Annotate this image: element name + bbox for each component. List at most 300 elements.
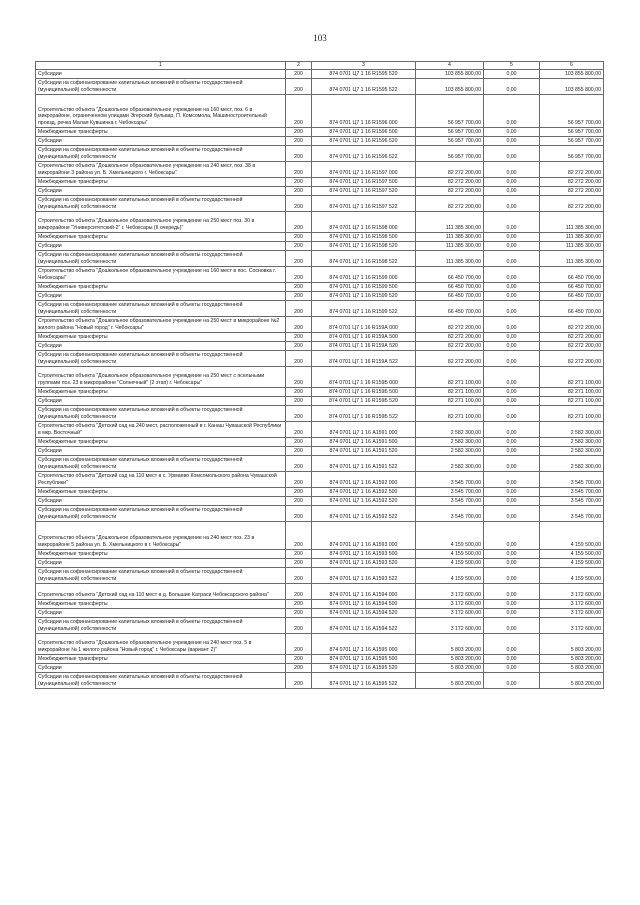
budget-classifier: 874 0701 Ц7 1 16 R159А 520 bbox=[312, 341, 416, 350]
table-row bbox=[36, 161, 604, 177]
budget-code: 200 bbox=[286, 186, 312, 195]
budget-code: 200 bbox=[286, 332, 312, 341]
budget-column-5: 0,00 bbox=[484, 505, 540, 521]
budget-classifier: 874 0701 Ц7 1 16 R1599 520 bbox=[312, 291, 416, 300]
table-row bbox=[36, 567, 604, 583]
budget-classifier: 874 0701 Ц7 1 16 А1593 500 bbox=[312, 549, 416, 558]
table-row bbox=[36, 396, 604, 405]
budget-total: 56 957 700,00 bbox=[540, 127, 604, 136]
budget-amount: 3 172 600,00 bbox=[416, 599, 484, 608]
budget-classifier: 874 0701 Ц7 1 16 А1594 000 bbox=[312, 583, 416, 599]
budget-item-name: Субсидии bbox=[36, 186, 286, 195]
budget-amount: 4 159 500,00 bbox=[416, 521, 484, 549]
budget-code: 200 bbox=[286, 505, 312, 521]
budget-total: 82 272 200,00 bbox=[540, 177, 604, 186]
budget-item-name: Субсидии на софинансирование капитальных вложений в объекты государственной (муниципальной) собственности bbox=[36, 195, 286, 211]
budget-code: 200 bbox=[286, 455, 312, 471]
budget-total: 103 855 800,00 bbox=[540, 69, 604, 78]
table-row bbox=[36, 487, 604, 496]
budget-code: 200 bbox=[286, 136, 312, 145]
budget-code: 200 bbox=[286, 663, 312, 672]
table-row bbox=[36, 617, 604, 633]
table-row bbox=[36, 583, 604, 599]
budget-code: 200 bbox=[286, 633, 312, 654]
budget-column-5: 0,00 bbox=[484, 316, 540, 332]
budget-item-name: Межбюджетные трансферты bbox=[36, 599, 286, 608]
budget-column-5: 0,00 bbox=[484, 672, 540, 688]
budget-item-name: Субсидии на софинансирование капитальных вложений в объекты государственной (муниципальной) собственности bbox=[36, 672, 286, 688]
budget-code: 200 bbox=[286, 421, 312, 437]
budget-classifier: 874 0701 Ц7 1 16 А1591 000 bbox=[312, 421, 416, 437]
table-row bbox=[36, 599, 604, 608]
budget-column-5: 0,00 bbox=[484, 496, 540, 505]
budget-amount: 111 385 300,00 bbox=[416, 250, 484, 266]
budget-code: 200 bbox=[286, 654, 312, 663]
budget-total: 56 957 700,00 bbox=[540, 94, 604, 127]
table-row bbox=[36, 387, 604, 396]
budget-amount: 3 545 700,00 bbox=[416, 496, 484, 505]
budget-amount: 5 803 200,00 bbox=[416, 663, 484, 672]
budget-amount: 82 271 100,00 bbox=[416, 366, 484, 387]
budget-column-5: 0,00 bbox=[484, 446, 540, 455]
budget-amount: 82 272 200,00 bbox=[416, 195, 484, 211]
budget-column-5: 0,00 bbox=[484, 663, 540, 672]
budget-total: 82 272 200,00 bbox=[540, 195, 604, 211]
budget-classifier: 874 0701 Ц7 1 16 А1591 500 bbox=[312, 437, 416, 446]
budget-classifier: 874 0701 Ц7 1 16 А1594 520 bbox=[312, 608, 416, 617]
budget-code: 200 bbox=[286, 300, 312, 316]
budget-item-name: Межбюджетные трансферты bbox=[36, 127, 286, 136]
budget-total: 4 159 500,00 bbox=[540, 549, 604, 558]
table-row bbox=[36, 136, 604, 145]
budget-code: 200 bbox=[286, 396, 312, 405]
budget-table-body bbox=[36, 62, 604, 689]
budget-code: 200 bbox=[286, 241, 312, 250]
column-header-6: 6 bbox=[540, 62, 604, 70]
budget-total: 82 272 200,00 bbox=[540, 161, 604, 177]
budget-column-5: 0,00 bbox=[484, 69, 540, 78]
table-row bbox=[36, 300, 604, 316]
budget-code: 200 bbox=[286, 316, 312, 332]
budget-total: 56 957 700,00 bbox=[540, 145, 604, 161]
budget-amount: 3 172 600,00 bbox=[416, 583, 484, 599]
budget-column-5: 0,00 bbox=[484, 599, 540, 608]
budget-amount: 4 159 500,00 bbox=[416, 558, 484, 567]
budget-classifier: 874 0701 Ц7 1 16 R1598 000 bbox=[312, 211, 416, 232]
budget-classifier: 874 0701 Ц7 1 16 А1591 522 bbox=[312, 455, 416, 471]
budget-amount: 66 450 700,00 bbox=[416, 291, 484, 300]
budget-code: 200 bbox=[286, 471, 312, 487]
budget-total: 2 582 300,00 bbox=[540, 455, 604, 471]
budget-item-name: Субсидии на софинансирование капитальных вложений в объекты государственной (муниципальной) собственности bbox=[36, 250, 286, 266]
budget-column-5: 0,00 bbox=[484, 633, 540, 654]
budget-amount: 82 272 200,00 bbox=[416, 161, 484, 177]
budget-classifier: 874 0701 Ц7 1 16 R1595 522 bbox=[312, 78, 416, 94]
budget-item-name: Строительство объекта "Дошкольное образовательное учреждение на 160 мест, поз. 6 в микрорайоне, ограниченном улицами Эгерский бульвар, П. Комсомола, Машиностроительный проезд, речка Малая Кувшинка г. Чебоксары" bbox=[36, 94, 286, 127]
budget-amount: 111 385 300,00 bbox=[416, 211, 484, 232]
budget-classifier: 874 0701 Ц7 1 16 А1595 500 bbox=[312, 654, 416, 663]
budget-code: 200 bbox=[286, 608, 312, 617]
budget-column-5: 0,00 bbox=[484, 266, 540, 282]
budget-total: 2 582 300,00 bbox=[540, 421, 604, 437]
budget-amount: 3 545 700,00 bbox=[416, 471, 484, 487]
budget-column-5: 0,00 bbox=[484, 558, 540, 567]
budget-column-5: 0,00 bbox=[484, 366, 540, 387]
budget-code: 200 bbox=[286, 487, 312, 496]
budget-classifier: 874 0701 Ц7 1 16 А1595 520 bbox=[312, 663, 416, 672]
budget-column-5: 0,00 bbox=[484, 421, 540, 437]
budget-amount: 3 172 600,00 bbox=[416, 608, 484, 617]
budget-amount: 82 272 200,00 bbox=[416, 341, 484, 350]
table-row bbox=[36, 350, 604, 366]
budget-classifier: 874 0701 Ц7 1 16 R1597 000 bbox=[312, 161, 416, 177]
budget-code: 200 bbox=[286, 617, 312, 633]
budget-column-5: 0,00 bbox=[484, 332, 540, 341]
budget-column-5: 0,00 bbox=[484, 567, 540, 583]
budget-amount: 111 385 300,00 bbox=[416, 232, 484, 241]
budget-item-name: Строительство объекта "Дошкольное образовательное учреждение на 250 мест в микрорайоне №2 жилого района "Новый город" г. Чебоксары" bbox=[36, 316, 286, 332]
budget-code: 200 bbox=[286, 496, 312, 505]
table-row bbox=[36, 505, 604, 521]
budget-column-5: 0,00 bbox=[484, 136, 540, 145]
budget-total: 103 855 800,00 bbox=[540, 78, 604, 94]
budget-code: 200 bbox=[286, 94, 312, 127]
budget-code: 200 bbox=[286, 78, 312, 94]
budget-code: 200 bbox=[286, 521, 312, 549]
budget-total: 82 271 100,00 bbox=[540, 396, 604, 405]
budget-amount: 82 272 200,00 bbox=[416, 316, 484, 332]
budget-total: 3 172 600,00 bbox=[540, 617, 604, 633]
budget-total: 4 159 500,00 bbox=[540, 558, 604, 567]
table-row bbox=[36, 266, 604, 282]
budget-total: 3 172 600,00 bbox=[540, 608, 604, 617]
budget-total: 4 159 500,00 bbox=[540, 567, 604, 583]
table-row bbox=[36, 250, 604, 266]
table-row bbox=[36, 186, 604, 195]
budget-code: 200 bbox=[286, 127, 312, 136]
budget-total: 82 272 200,00 bbox=[540, 341, 604, 350]
budget-code: 200 bbox=[286, 405, 312, 421]
budget-item-name: Межбюджетные трансферты bbox=[36, 487, 286, 496]
table-row bbox=[36, 633, 604, 654]
budget-code: 200 bbox=[286, 341, 312, 350]
budget-item-name: Субсидии bbox=[36, 446, 286, 455]
budget-amount: 3 545 700,00 bbox=[416, 487, 484, 496]
budget-amount: 82 271 100,00 bbox=[416, 387, 484, 396]
budget-code: 200 bbox=[286, 145, 312, 161]
table-row bbox=[36, 421, 604, 437]
budget-item-name: Субсидии bbox=[36, 496, 286, 505]
budget-total: 111 385 300,00 bbox=[540, 232, 604, 241]
budget-total: 66 450 700,00 bbox=[540, 300, 604, 316]
budget-amount: 103 855 800,00 bbox=[416, 78, 484, 94]
budget-total: 2 582 300,00 bbox=[540, 446, 604, 455]
budget-item-name: Субсидии bbox=[36, 396, 286, 405]
budget-amount: 56 957 700,00 bbox=[416, 145, 484, 161]
budget-classifier: 874 0701 Ц7 1 16 А1592 500 bbox=[312, 487, 416, 496]
budget-code: 200 bbox=[286, 437, 312, 446]
budget-classifier: 874 0701 Ц7 1 16 А1594 522 bbox=[312, 617, 416, 633]
table-row bbox=[36, 282, 604, 291]
table-row bbox=[36, 405, 604, 421]
budget-column-5: 0,00 bbox=[484, 145, 540, 161]
budget-item-name: Межбюджетные трансферты bbox=[36, 332, 286, 341]
table-row bbox=[36, 654, 604, 663]
budget-column-5: 0,00 bbox=[484, 186, 540, 195]
table-row bbox=[36, 211, 604, 232]
table-row bbox=[36, 332, 604, 341]
table-header-row bbox=[36, 62, 604, 70]
budget-total: 111 385 300,00 bbox=[540, 211, 604, 232]
budget-column-5: 0,00 bbox=[484, 405, 540, 421]
budget-code: 200 bbox=[286, 672, 312, 688]
budget-column-5: 0,00 bbox=[484, 300, 540, 316]
budget-classifier: 874 0701 Ц7 1 16 А1592 520 bbox=[312, 496, 416, 505]
column-header-3: 3 bbox=[312, 62, 416, 70]
budget-column-5: 0,00 bbox=[484, 437, 540, 446]
budget-item-name: Межбюджетные трансферты bbox=[36, 282, 286, 291]
budget-item-name: Субсидии на софинансирование капитальных вложений в объекты государственной (муниципальной) собственности bbox=[36, 78, 286, 94]
budget-column-5: 0,00 bbox=[484, 654, 540, 663]
budget-total: 111 385 300,00 bbox=[540, 250, 604, 266]
budget-total: 4 159 500,00 bbox=[540, 521, 604, 549]
budget-classifier: 874 0701 Ц7 1 16 R1598 520 bbox=[312, 241, 416, 250]
budget-column-5: 0,00 bbox=[484, 455, 540, 471]
budget-total: 5 803 200,00 bbox=[540, 663, 604, 672]
budget-item-name: Строительство объекта "Детский сад на 110 мест в д. Большие Катраси Чебоксарского района" bbox=[36, 583, 286, 599]
budget-total: 56 957 700,00 bbox=[540, 136, 604, 145]
budget-amount: 2 582 300,00 bbox=[416, 446, 484, 455]
budget-classifier: 874 0701 Ц7 1 16 R1599 500 bbox=[312, 282, 416, 291]
budget-item-name: Субсидии bbox=[36, 663, 286, 672]
budget-column-5: 0,00 bbox=[484, 521, 540, 549]
budget-code: 200 bbox=[286, 446, 312, 455]
budget-item-name: Субсидии на софинансирование капитальных вложений в объекты государственной (муниципальной) собственности bbox=[36, 567, 286, 583]
budget-total: 5 803 200,00 bbox=[540, 633, 604, 654]
budget-classifier: 874 0701 Ц7 1 16 R1596 520 bbox=[312, 136, 416, 145]
table-row bbox=[36, 78, 604, 94]
budget-total: 82 272 200,00 bbox=[540, 316, 604, 332]
budget-item-name: Субсидии на софинансирование капитальных вложений в объекты государственной (муниципальной) собственности bbox=[36, 145, 286, 161]
budget-column-5: 0,00 bbox=[484, 608, 540, 617]
table-row bbox=[36, 291, 604, 300]
budget-column-5: 0,00 bbox=[484, 341, 540, 350]
budget-column-5: 0,00 bbox=[484, 232, 540, 241]
budget-code: 200 bbox=[286, 211, 312, 232]
budget-table bbox=[35, 61, 604, 689]
budget-classifier: 874 0701 Ц7 1 16 R159Б 500 bbox=[312, 387, 416, 396]
budget-column-5: 0,00 bbox=[484, 549, 540, 558]
budget-item-name: Субсидии bbox=[36, 558, 286, 567]
table-row bbox=[36, 195, 604, 211]
table-row bbox=[36, 145, 604, 161]
table-row bbox=[36, 455, 604, 471]
budget-item-name: Субсидии bbox=[36, 291, 286, 300]
budget-total: 82 272 200,00 bbox=[540, 332, 604, 341]
budget-amount: 103 855 800,00 bbox=[416, 69, 484, 78]
budget-item-name: Строительство объекта "Детский сад на 240 мест, расположенный в г. Канаш Чувашской Республики в мкр. Восточный" bbox=[36, 421, 286, 437]
budget-total: 111 385 300,00 bbox=[540, 241, 604, 250]
budget-classifier: 874 0701 Ц7 1 16 А1593 000 bbox=[312, 521, 416, 549]
budget-total: 5 803 200,00 bbox=[540, 672, 604, 688]
budget-item-name: Субсидии bbox=[36, 341, 286, 350]
table-row bbox=[36, 672, 604, 688]
budget-amount: 2 582 300,00 bbox=[416, 421, 484, 437]
budget-code: 200 bbox=[286, 266, 312, 282]
budget-item-name: Субсидии bbox=[36, 69, 286, 78]
column-header-1: 1 bbox=[36, 62, 286, 70]
budget-amount: 82 271 100,00 bbox=[416, 405, 484, 421]
budget-amount: 56 957 700,00 bbox=[416, 127, 484, 136]
table-row bbox=[36, 549, 604, 558]
budget-classifier: 874 0701 Ц7 1 16 R159А 500 bbox=[312, 332, 416, 341]
budget-column-5: 0,00 bbox=[484, 350, 540, 366]
budget-item-name: Строительство объекта "Дошкольное образовательное учреждение на 240 мест поз. 23 в микрорайоне 5 района ул. Б. Хмельницкого в г. Чебоксары" bbox=[36, 521, 286, 549]
budget-column-5: 0,00 bbox=[484, 211, 540, 232]
budget-column-5: 0,00 bbox=[484, 291, 540, 300]
budget-amount: 5 803 200,00 bbox=[416, 654, 484, 663]
budget-code: 200 bbox=[286, 282, 312, 291]
budget-classifier: 874 0701 Ц7 1 16 R1596 500 bbox=[312, 127, 416, 136]
budget-classifier: 874 0701 Ц7 1 16 R1599 000 bbox=[312, 266, 416, 282]
budget-amount: 66 450 700,00 bbox=[416, 300, 484, 316]
table-row bbox=[36, 69, 604, 78]
budget-classifier: 874 0701 Ц7 1 16 А1595 522 bbox=[312, 672, 416, 688]
budget-amount: 56 957 700,00 bbox=[416, 136, 484, 145]
budget-code: 200 bbox=[286, 599, 312, 608]
budget-amount: 66 450 700,00 bbox=[416, 282, 484, 291]
budget-code: 200 bbox=[286, 567, 312, 583]
budget-column-5: 0,00 bbox=[484, 94, 540, 127]
budget-item-name: Строительство объекта "Дошкольное образовательное учреждение на 160 мест в пос. Сосновка г. Чебоксары" bbox=[36, 266, 286, 282]
table-row bbox=[36, 127, 604, 136]
table-row bbox=[36, 232, 604, 241]
table-row bbox=[36, 177, 604, 186]
budget-amount: 3 172 600,00 bbox=[416, 617, 484, 633]
budget-classifier: 874 0701 Ц7 1 16 R159Б 520 bbox=[312, 396, 416, 405]
budget-code: 200 bbox=[286, 366, 312, 387]
budget-amount: 82 272 200,00 bbox=[416, 350, 484, 366]
budget-column-5: 0,00 bbox=[484, 396, 540, 405]
budget-item-name: Строительство объекта "Дошкольное образовательное учреждение на 240 мест, поз. 38 в микрорайоне 3 района ул. Б. Хмельницкого г. Чебоксары" bbox=[36, 161, 286, 177]
budget-item-name: Субсидии bbox=[36, 608, 286, 617]
budget-classifier: 874 0701 Ц7 1 16 А1593 520 bbox=[312, 558, 416, 567]
budget-column-5: 0,00 bbox=[484, 471, 540, 487]
budget-classifier: 874 0701 Ц7 1 16 А1592 000 bbox=[312, 471, 416, 487]
budget-classifier: 874 0701 Ц7 1 16 А1593 522 bbox=[312, 567, 416, 583]
table-row bbox=[36, 608, 604, 617]
budget-classifier: 874 0701 Ц7 1 16 R1598 522 bbox=[312, 250, 416, 266]
budget-column-5: 0,00 bbox=[484, 387, 540, 396]
budget-code: 200 bbox=[286, 350, 312, 366]
column-header-2: 2 bbox=[286, 62, 312, 70]
budget-column-5: 0,00 bbox=[484, 617, 540, 633]
table-row bbox=[36, 241, 604, 250]
budget-amount: 5 803 200,00 bbox=[416, 633, 484, 654]
budget-item-name: Строительство объекта "Дошкольное образовательное учреждение на 250 мест поз. 30 в микрорайоне "Университетский-2" г. Чебоксары (II очередь)" bbox=[36, 211, 286, 232]
budget-total: 66 450 700,00 bbox=[540, 266, 604, 282]
table-row bbox=[36, 366, 604, 387]
budget-item-name: Субсидии на софинансирование капитальных вложений в объекты государственной (муниципальной) собственности bbox=[36, 300, 286, 316]
budget-item-name: Межбюджетные трансферты bbox=[36, 232, 286, 241]
budget-amount: 82 272 200,00 bbox=[416, 186, 484, 195]
column-header-4: 4 bbox=[416, 62, 484, 70]
budget-classifier: 874 0701 Ц7 1 16 R159Б 522 bbox=[312, 405, 416, 421]
budget-code: 200 bbox=[286, 177, 312, 186]
budget-column-5: 0,00 bbox=[484, 177, 540, 186]
column-header-5: 5 bbox=[484, 62, 540, 70]
budget-classifier: 874 0701 Ц7 1 16 R159Б 000 bbox=[312, 366, 416, 387]
budget-item-name: Субсидии bbox=[36, 136, 286, 145]
budget-total: 3 545 700,00 bbox=[540, 487, 604, 496]
budget-item-name: Межбюджетные трансферты bbox=[36, 177, 286, 186]
budget-amount: 56 957 700,00 bbox=[416, 94, 484, 127]
budget-column-5: 0,00 bbox=[484, 583, 540, 599]
budget-column-5: 0,00 bbox=[484, 195, 540, 211]
budget-total: 3 172 600,00 bbox=[540, 599, 604, 608]
budget-total: 3 545 700,00 bbox=[540, 471, 604, 487]
budget-item-name: Строительство объекта "Дошкольное образовательное учреждение на 250 мест с ясельными группами поз. 23 в микрорайоне "Солнечный" (2 этап) г. Чебоксары" bbox=[36, 366, 286, 387]
budget-code: 200 bbox=[286, 232, 312, 241]
budget-classifier: 874 0701 Ц7 1 16 R1597 520 bbox=[312, 186, 416, 195]
budget-total: 82 271 100,00 bbox=[540, 387, 604, 396]
budget-item-name: Субсидии на софинансирование капитальных вложений в объекты государственной (муниципальной) собственности bbox=[36, 617, 286, 633]
budget-amount: 82 271 100,00 bbox=[416, 396, 484, 405]
budget-amount: 3 545 700,00 bbox=[416, 505, 484, 521]
budget-item-name: Субсидии bbox=[36, 241, 286, 250]
budget-classifier: 874 0701 Ц7 1 16 R1596 000 bbox=[312, 94, 416, 127]
budget-total: 5 803 200,00 bbox=[540, 654, 604, 663]
budget-code: 200 bbox=[286, 291, 312, 300]
table-row bbox=[36, 521, 604, 549]
budget-amount: 4 159 500,00 bbox=[416, 549, 484, 558]
budget-item-name: Субсидии на софинансирование капитальных вложений в объекты государственной (муниципальной) собственности bbox=[36, 405, 286, 421]
budget-item-name: Межбюджетные трансферты bbox=[36, 654, 286, 663]
table-row bbox=[36, 558, 604, 567]
budget-amount: 82 272 200,00 bbox=[416, 332, 484, 341]
budget-total: 3 545 700,00 bbox=[540, 505, 604, 521]
budget-code: 200 bbox=[286, 387, 312, 396]
table-row bbox=[36, 496, 604, 505]
budget-column-5: 0,00 bbox=[484, 282, 540, 291]
budget-classifier: 874 0701 Ц7 1 16 R1596 522 bbox=[312, 145, 416, 161]
budget-amount: 4 159 500,00 bbox=[416, 567, 484, 583]
table-row bbox=[36, 446, 604, 455]
budget-classifier: 874 0701 Ц7 1 16 R159А 522 bbox=[312, 350, 416, 366]
budget-classifier: 874 0701 Ц7 1 16 R1597 522 bbox=[312, 195, 416, 211]
budget-total: 82 272 200,00 bbox=[540, 186, 604, 195]
page-number: 103 bbox=[313, 33, 327, 43]
table-row bbox=[36, 663, 604, 672]
budget-total: 82 271 100,00 bbox=[540, 405, 604, 421]
table-row bbox=[36, 437, 604, 446]
budget-code: 200 bbox=[286, 161, 312, 177]
budget-total: 82 271 100,00 bbox=[540, 366, 604, 387]
budget-classifier: 874 0701 Ц7 1 16 R1598 500 bbox=[312, 232, 416, 241]
budget-item-name: Межбюджетные трансферты bbox=[36, 387, 286, 396]
budget-amount: 2 582 300,00 bbox=[416, 455, 484, 471]
budget-code: 200 bbox=[286, 250, 312, 266]
budget-column-5: 0,00 bbox=[484, 241, 540, 250]
budget-total: 3 172 600,00 bbox=[540, 583, 604, 599]
budget-column-5: 0,00 bbox=[484, 487, 540, 496]
table-row bbox=[36, 341, 604, 350]
budget-classifier: 874 0701 Ц7 1 16 А1594 500 bbox=[312, 599, 416, 608]
budget-code: 200 bbox=[286, 583, 312, 599]
budget-column-5: 0,00 bbox=[484, 161, 540, 177]
budget-item-name: Субсидии на софинансирование капитальных вложений в объекты государственной (муниципальной) собственности bbox=[36, 505, 286, 521]
budget-code: 200 bbox=[286, 558, 312, 567]
